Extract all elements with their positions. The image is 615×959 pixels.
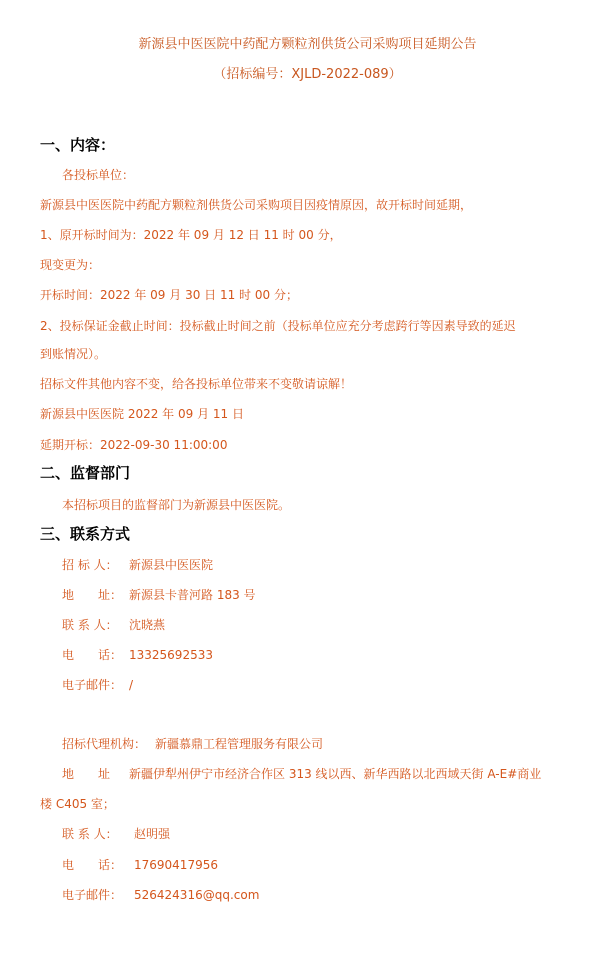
agency-address-label: 地 址	[62, 767, 111, 781]
deposit-deadline: 2、投标保证金截止时间：投标截止时间之前（投标单位应充分考虑跨行等因素导致的延迟	[40, 319, 516, 333]
agency-contact-label: 联 系 人：	[62, 827, 118, 841]
email-label: 电子邮件：	[62, 678, 123, 692]
delay-reason: 新源县中医医院中药配方颗粒剂供货公司采购项目因疫情原因，故开标时间延期，	[40, 198, 473, 212]
deposit-deadline-cont: 到账情况）。	[40, 347, 107, 361]
agency-contact-value: 赵明强	[134, 827, 171, 841]
tenderer-label: 招 标 人：	[62, 558, 118, 572]
agency-address-value-cont: 楼 C405 室；	[40, 797, 115, 811]
notice-title: 新源县中医医院中药配方颗粒剂供货公司采购项目延期公告	[138, 37, 477, 52]
section-content-heading: 一、内容：	[40, 136, 116, 154]
phone-value: 13325692533	[129, 648, 213, 662]
bid-number: （招标编号：XJLD-2022-089）	[213, 67, 402, 82]
salutation: 各投标单位：	[62, 168, 135, 182]
agency-name-value: 新疆慕鼎工程管理服务有限公司	[155, 737, 324, 751]
contact-value: 沈晓燕	[129, 618, 166, 632]
section-contact-heading: 三、联系方式	[40, 525, 131, 543]
agency-name-label: 招标代理机构：	[62, 737, 147, 751]
unchanged-note: 招标文件其他内容不变，给各投标单位带来不变敬请谅解！	[40, 377, 353, 391]
address-label: 地 址：	[62, 588, 123, 602]
new-open-time: 开标时间：2022 年 09 月 30 日 11 时 00 分；	[40, 288, 298, 302]
tenderer-value: 新源县中医医院	[129, 558, 214, 572]
issuer-date: 新源县中医医院 2022 年 09 月 11 日	[40, 407, 244, 421]
agency-address-value: 新疆伊犁州伊宁市经济合作区 313 线以西、新华西路以北西域天街 A-E#商业	[129, 767, 542, 781]
address-value: 新源县卡普河路 183 号	[129, 588, 256, 602]
agency-phone-label: 电 话：	[62, 858, 123, 872]
agency-phone-value: 17690417956	[134, 858, 218, 872]
section-supervision-heading: 二、监督部门	[40, 464, 131, 482]
original-open-time: 1、原开标时间为：2022 年 09 月 12 日 11 时 00 分，	[40, 228, 342, 242]
agency-email-value[interactable]: 526424316@qq.com	[134, 888, 260, 902]
agency-email-label: 电子邮件：	[62, 888, 123, 902]
changed-to-label: 现变更为：	[40, 258, 101, 272]
email-value: /	[129, 678, 134, 692]
contact-label: 联 系 人：	[62, 618, 118, 632]
supervision-text: 本招标项目的监督部门为新源县中医医院。	[62, 498, 291, 512]
delayed-open-datetime: 延期开标：2022-09-30 11:00:00	[40, 438, 228, 452]
phone-label: 电 话：	[62, 648, 123, 662]
